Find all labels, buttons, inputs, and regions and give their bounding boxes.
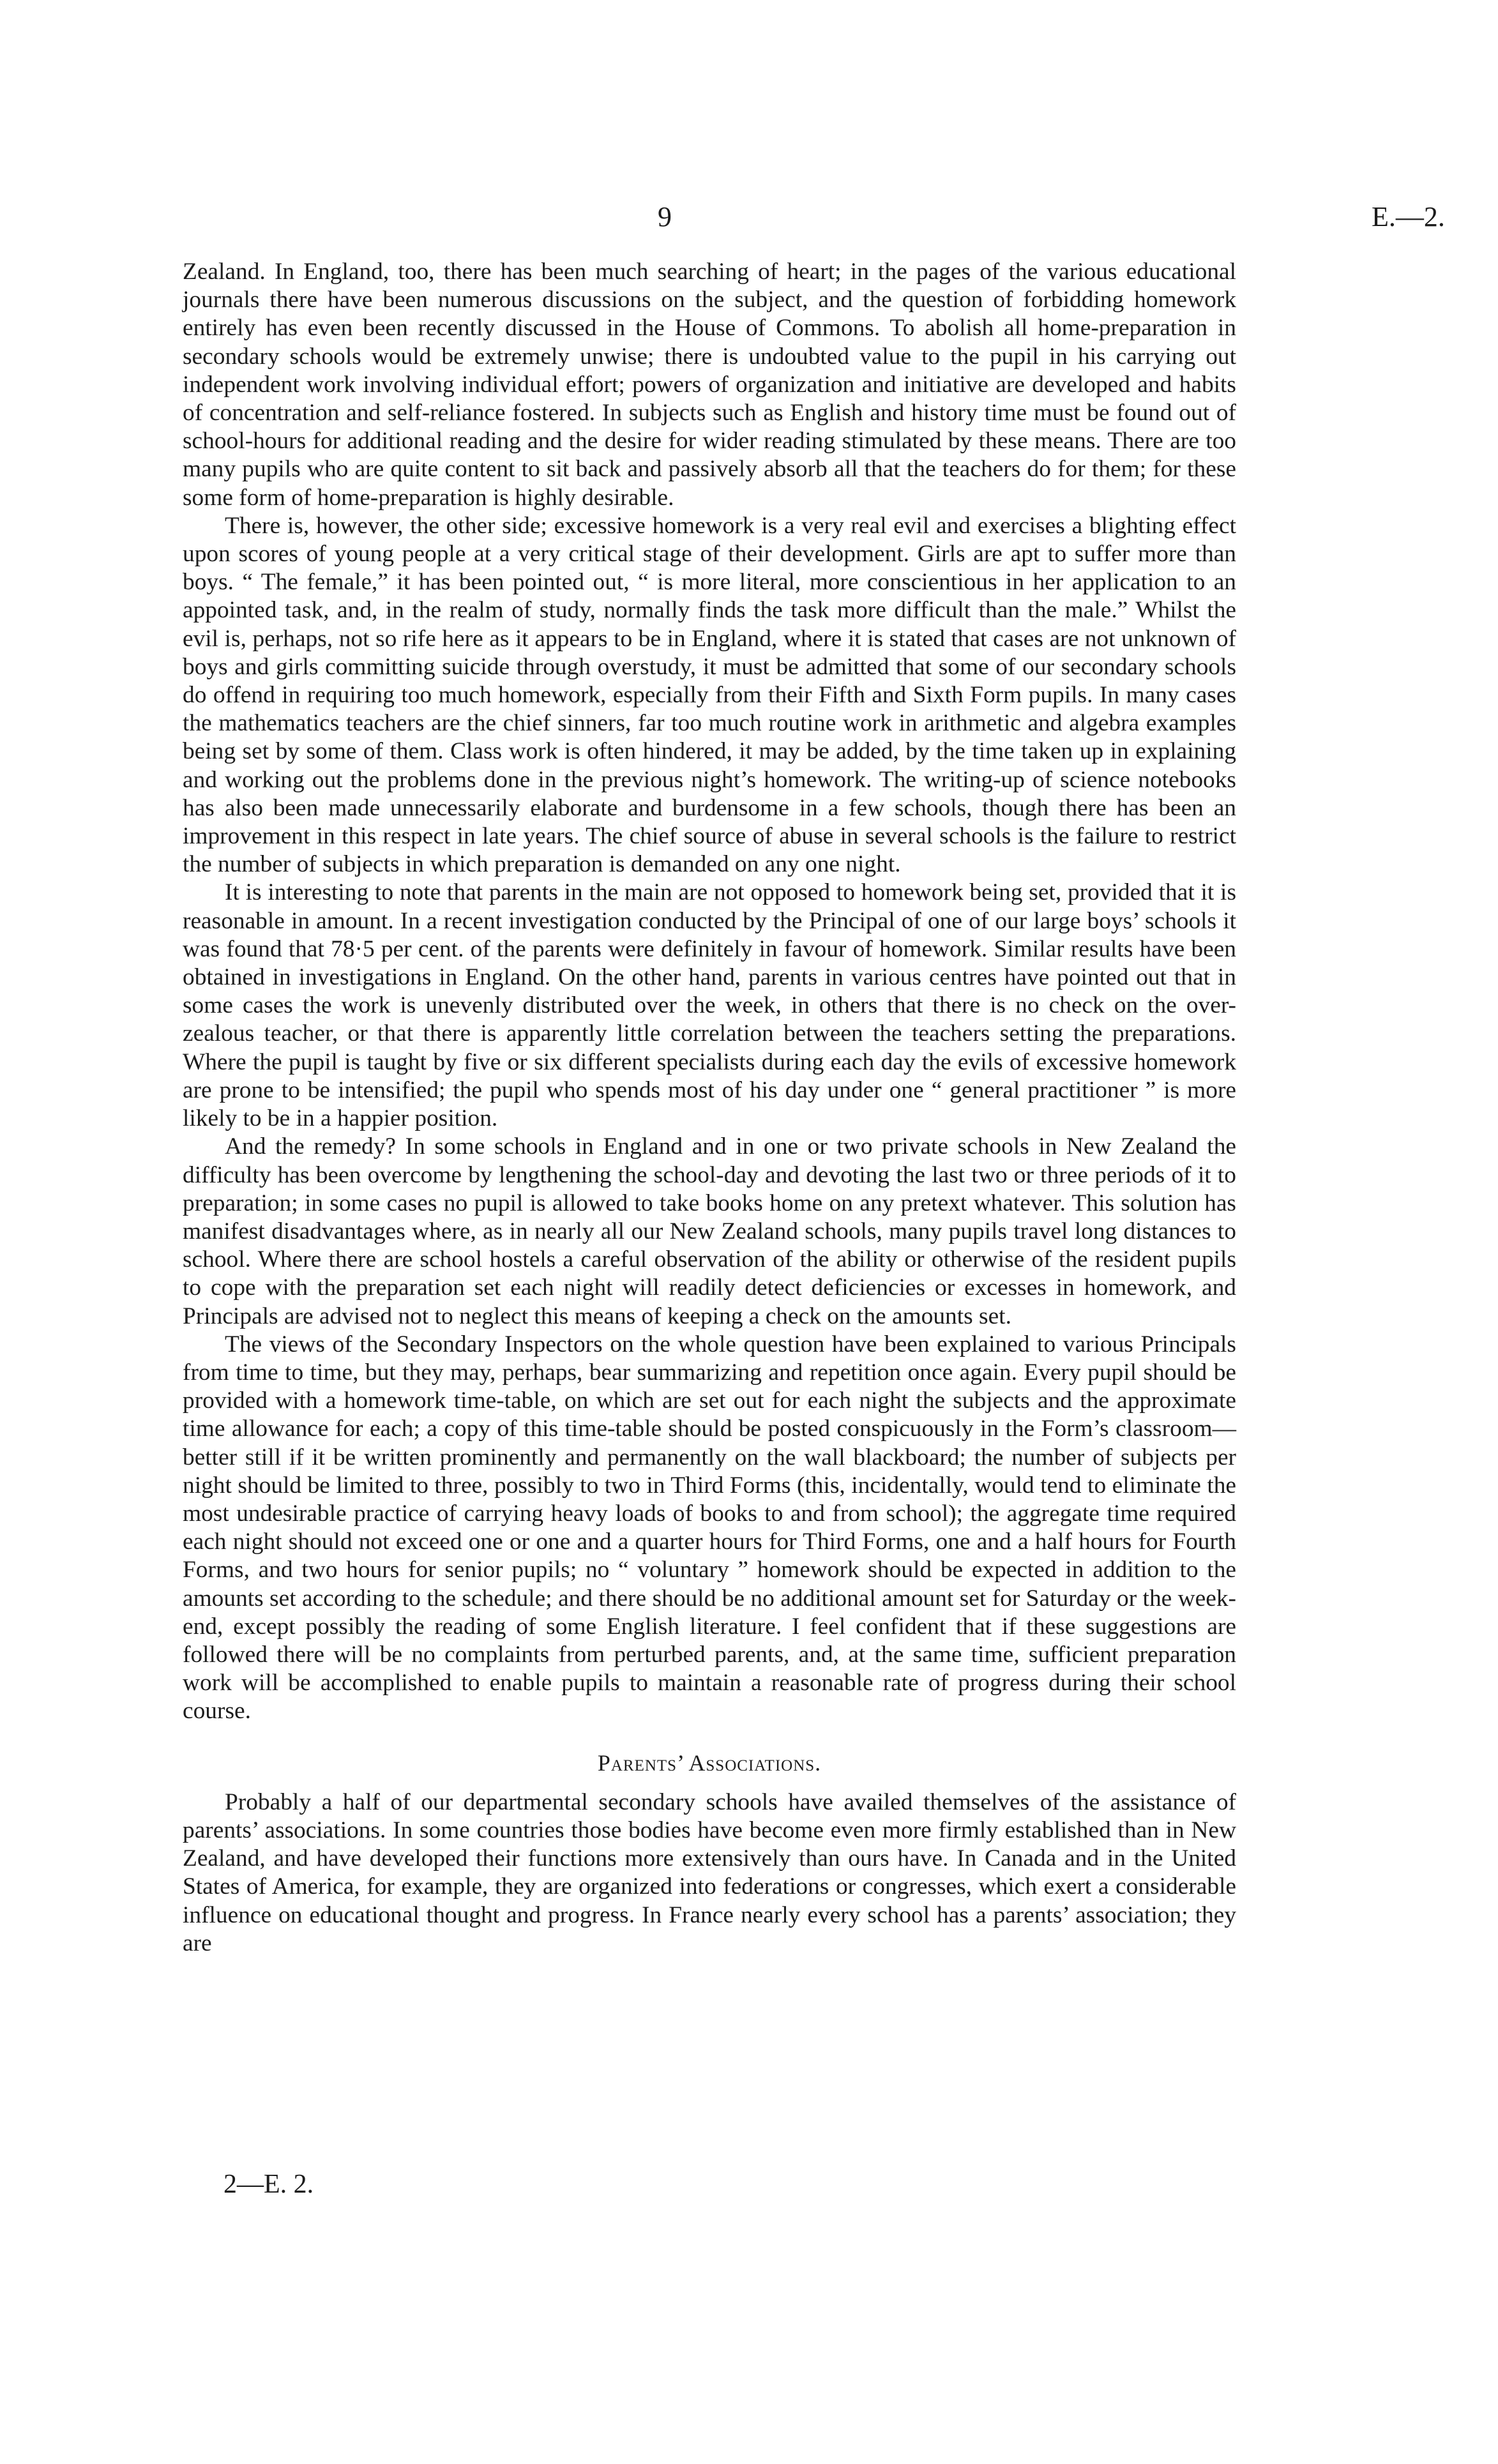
paragraph: It is interesting to note that parents in the main are not opposed to homework being set, provided that it is reasonable in amount. In a recent investigation conducted by the Principal of one of our large boys’ schools it was found that 78·5 per cent. of the parents were definitely in favour of homework. Similar results have been obtained in investigations in England. On the other hand, parents in various centres have pointed out that in some cases the work is unevenly distributed over the week, in others that there is no check on the over-zealous teacher, or that there is apparently little correlation between the teachers setting the preparations. Where the pupil is taught by five or six different specialists during each day the evils of excessive homework are prone to be intensified; the pupil who spends most of his day under one “ general practitioner ” is more likely to be in a happier position. <box>183 879 1236 1132</box>
paragraph: Probably a half of our departmental secondary schools have availed themselves of the assistance of parents’ associations. In some countries those bodies have become even more firmly established than in New Zealand, and have developed their functions more extensively than ours have. In Canada and in the United States of America, for example, they are organized into federations or congresses, which exert a considerable influence on educational thought and progress. In France nearly every school has a parents’ association; they are <box>183 1788 1236 1956</box>
paragraph: Zealand. In England, too, there has been much searching of heart; in the pages of the various educational journals there have been numerous discussions on the subject, and the question of forbidding homework entirely has even been recently discussed in the House of Commons. To abolish all home-preparation in secondary schools would be extremely unwise; there is undoubted value to the pupil in his carrying out independent work involving individual effort; powers of organization and initiative are developed and habits of concentration and self-reliance fostered. In subjects such as English and history time must be found out of school-hours for additional reading and the desire for wider reading stimulated by these means. There are too many pupils who are quite content to sit back and passively absorb all that the teachers do for them; for these some form of home-preparation is highly desirable. <box>183 259 1236 511</box>
paragraph: There is, however, the other side; excessive homework is a very real evil and exercises a blighting effect upon scores of young people at a very critical stage of their development. Girls are apt to suffer more than boys. “ The female,” it has been pointed out, “ is more literal, more conscientious in her application to an appointed task, and, in the realm of study, normally finds the task more difficult than the male.” Whilst the evil is, perhaps, not so rife here as it appears to be in England, where it is stated that cases are not unknown of boys and girls committing suicide through overstudy, it must be admitted that some of our secondary schools do offend in requiring too much homework, especially from their Fifth and Sixth Form pupils. In many cases the mathematics teachers are the chief sinners, far too much routine work in arithmetic and algebra examples being set by some of them. Class work is often hindered, it may be added, by the time taken up in explaining and working out the problems done in the previous night’s homework. The writing-up of science notebooks has also been made unnecessarily elaborate and burdensome in a few schools, though there has been an improvement in this respect in late years. The chief source of abuse in several schools is the failure to restrict the number of subjects in which preparation is demanded on any one night. <box>183 512 1236 878</box>
page-number: 9 <box>658 201 672 232</box>
page-signature-mark: 2—E. 2. <box>223 2170 314 2199</box>
paragraph: The views of the Secondary Inspectors on the whole question have been explained to various Principals from time to time, but they may, perhaps, bear summarizing and repetition once again. Every pupil should be provided with a homework time-table, on which are set out for each night the subjects and the approximate time allowance for each; a copy of this time-table should be posted conspicuously in the Form’s classroom—better still if it be written prominently and permanently on the wall blackboard; the number of subjects per night should be limited to three, possibly to two in Third Forms (this, incidentally, would tend to eliminate the most undesirable practice of carrying heavy loads of books to and from school); the aggregate time required each night should not exceed one or one and a quarter hours for Third Forms, one and a half hours for Fourth Forms, and two hours for senior pupils; no “ voluntary ” homework should be expected in addition to the amounts set according to the schedule; and there should be no additional amount set for Saturday or the week-end, except possibly the reading of some English literature. I feel confident that if these suggestions are followed there will be no complaints from perturbed parents, and, at the same time, sufficient preparation work will be accomplished to enable pupils to maintain a reasonable rate of progress during their school course. <box>183 1331 1236 1725</box>
page-code: E.—2. <box>1372 201 1445 232</box>
section-heading: Parents’ Associations. <box>597 1750 822 1776</box>
body-text <box>183 258 1236 1958</box>
paragraph: And the remedy? In some schools in England and in one or two private schools in New Zealand the difficulty has been overcome by lengthening the school-day and devoting the last two or three periods of it to preparation; in some cases no pupil is allowed to take books home on any pretext whatever. This solution has manifest disadvantages where, as in nearly all our New Zealand schools, many pupils travel long distances to school. Where there are school hostels a careful observation of the ability or otherwise of the resident pupils to cope with the preparation set each night will readily detect deficiencies or excesses in homework, and Principals are advised not to neglect this means of keeping a check on the amounts set. <box>183 1133 1236 1329</box>
